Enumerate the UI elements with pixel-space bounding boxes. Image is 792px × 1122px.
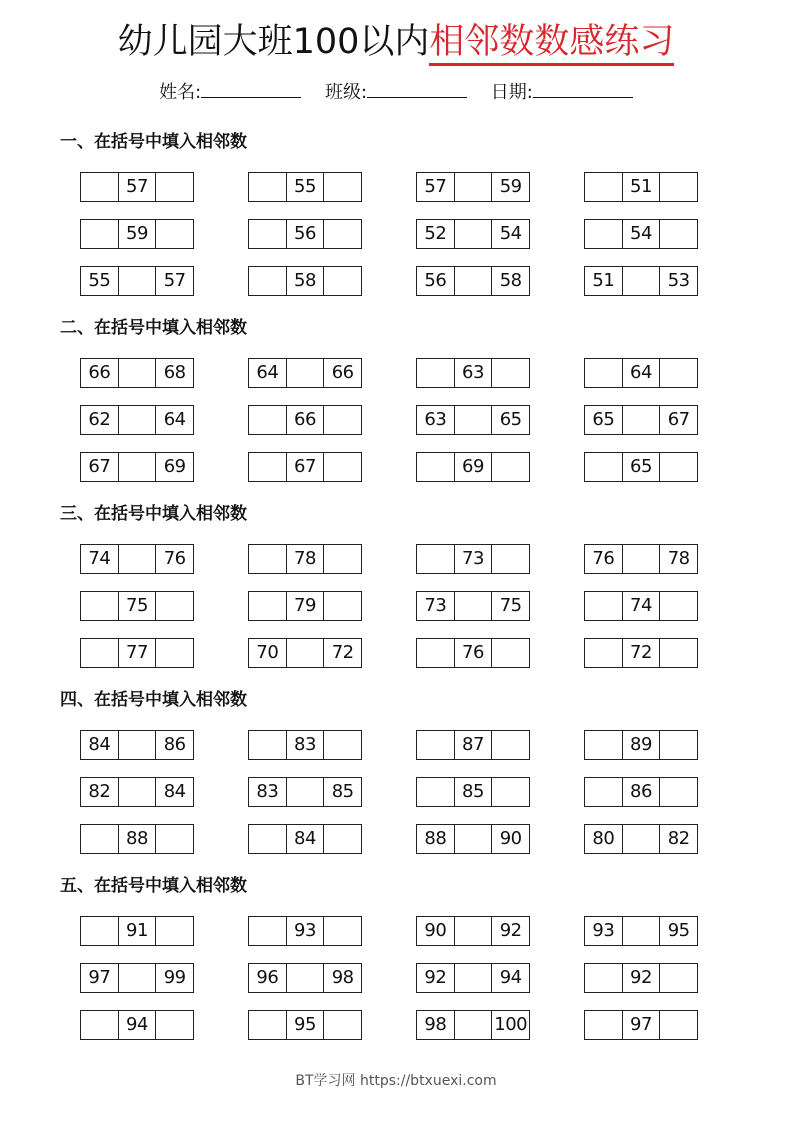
answer-blank[interactable] bbox=[660, 778, 697, 806]
answer-blank[interactable] bbox=[249, 1011, 287, 1039]
given-number: 85 bbox=[455, 778, 493, 806]
given-number: 69 bbox=[163, 456, 186, 477]
answer-blank[interactable] bbox=[455, 267, 493, 295]
answer-blank[interactable] bbox=[81, 220, 119, 248]
answer-blank[interactable] bbox=[623, 825, 661, 853]
page-title bbox=[0, 14, 792, 70]
number-triple bbox=[416, 777, 530, 807]
number-triple bbox=[584, 591, 698, 621]
given-number: 53 bbox=[667, 270, 690, 291]
number-triple bbox=[416, 358, 530, 388]
given-number: 54 bbox=[623, 220, 661, 248]
number-triple bbox=[416, 544, 530, 574]
number-triple bbox=[248, 1010, 362, 1040]
given-number: 94 bbox=[499, 967, 522, 988]
given-number: 55 bbox=[287, 173, 325, 201]
given-number: 83 bbox=[249, 778, 287, 806]
given-number: 51 bbox=[585, 267, 623, 295]
number-triple bbox=[248, 452, 362, 482]
answer-blank[interactable] bbox=[417, 639, 455, 667]
given-number: 55 bbox=[81, 267, 119, 295]
given-number: 66 bbox=[331, 362, 354, 383]
given-number: 88 bbox=[119, 825, 157, 853]
answer-blank[interactable] bbox=[324, 731, 361, 759]
answer-blank[interactable] bbox=[81, 639, 119, 667]
date-field bbox=[491, 80, 633, 106]
answer-blank[interactable] bbox=[287, 359, 325, 387]
number-triple bbox=[584, 358, 698, 388]
number-triple bbox=[80, 916, 194, 946]
given-number: 57 bbox=[163, 270, 186, 291]
class-label: 班级: bbox=[324, 82, 368, 103]
given-number: 63 bbox=[455, 359, 493, 387]
number-triple bbox=[416, 219, 530, 249]
answer-blank[interactable] bbox=[249, 731, 287, 759]
answer-blank[interactable] bbox=[455, 917, 493, 945]
number-triple bbox=[80, 219, 194, 249]
answer-blank[interactable] bbox=[455, 406, 493, 434]
given-number: 73 bbox=[455, 545, 493, 573]
given-number: 82 bbox=[667, 828, 690, 849]
number-triple bbox=[416, 405, 530, 435]
number-triple bbox=[416, 638, 530, 668]
number-triple bbox=[248, 266, 362, 296]
answer-blank[interactable] bbox=[249, 917, 287, 945]
number-triple bbox=[248, 172, 362, 202]
given-number: 64 bbox=[623, 359, 661, 387]
number-triple bbox=[416, 916, 530, 946]
number-triple bbox=[248, 824, 362, 854]
given-number: 94 bbox=[119, 1011, 157, 1039]
title-main: 幼儿园大班100以内 bbox=[117, 22, 430, 62]
number-triple bbox=[80, 358, 194, 388]
answer-blank[interactable] bbox=[623, 267, 661, 295]
given-number: 64 bbox=[163, 409, 186, 430]
given-number: 90 bbox=[499, 828, 522, 849]
answer-blank[interactable] bbox=[585, 731, 623, 759]
number-triple bbox=[80, 1010, 194, 1040]
given-number: 88 bbox=[417, 825, 455, 853]
answer-blank[interactable] bbox=[324, 592, 361, 620]
answer-blank[interactable] bbox=[585, 220, 623, 248]
given-number: 59 bbox=[119, 220, 157, 248]
given-number: 59 bbox=[499, 176, 522, 197]
answer-blank[interactable] bbox=[81, 173, 119, 201]
answer-blank[interactable] bbox=[455, 173, 493, 201]
given-number: 91 bbox=[119, 917, 157, 945]
given-number: 58 bbox=[499, 270, 522, 291]
class-blank bbox=[367, 80, 467, 98]
answer-blank[interactable] bbox=[324, 267, 361, 295]
footer-watermark: BT学习网 https://btxuexi.com bbox=[295, 1073, 497, 1089]
answer-blank[interactable] bbox=[324, 406, 361, 434]
answer-blank[interactable] bbox=[119, 545, 157, 573]
number-triple bbox=[584, 452, 698, 482]
number-triple bbox=[248, 358, 362, 388]
answer-blank[interactable] bbox=[249, 220, 287, 248]
number-triple bbox=[80, 452, 194, 482]
number-triple bbox=[248, 916, 362, 946]
answer-blank[interactable] bbox=[492, 778, 529, 806]
answer-blank[interactable] bbox=[119, 964, 157, 992]
given-number: 95 bbox=[667, 920, 690, 941]
given-number: 58 bbox=[287, 267, 325, 295]
answer-blank[interactable] bbox=[324, 545, 361, 573]
given-number: 68 bbox=[163, 362, 186, 383]
answer-blank[interactable] bbox=[417, 731, 455, 759]
answer-blank[interactable] bbox=[324, 825, 361, 853]
given-number: 75 bbox=[119, 592, 157, 620]
answer-blank[interactable] bbox=[585, 359, 623, 387]
given-number: 78 bbox=[667, 548, 690, 569]
number-triple bbox=[80, 405, 194, 435]
answer-blank[interactable] bbox=[585, 453, 623, 481]
section-title: 四、在括号中填入相邻数 bbox=[60, 690, 247, 710]
answer-blank[interactable] bbox=[623, 545, 661, 573]
answer-blank[interactable] bbox=[660, 639, 697, 667]
answer-blank[interactable] bbox=[660, 592, 697, 620]
number-triple bbox=[248, 591, 362, 621]
answer-blank[interactable] bbox=[492, 453, 529, 481]
answer-blank[interactable] bbox=[492, 731, 529, 759]
number-triple bbox=[248, 405, 362, 435]
number-triple bbox=[416, 266, 530, 296]
name-blank bbox=[201, 80, 301, 98]
given-number: 57 bbox=[119, 173, 157, 201]
given-number: 92 bbox=[623, 964, 661, 992]
answer-blank[interactable] bbox=[119, 359, 157, 387]
given-number: 90 bbox=[417, 917, 455, 945]
given-number: 86 bbox=[163, 734, 186, 755]
number-triple bbox=[584, 544, 698, 574]
answer-blank[interactable] bbox=[417, 453, 455, 481]
number-triple bbox=[584, 916, 698, 946]
title-highlight: 相邻数数感练习 bbox=[429, 22, 674, 66]
given-number: 74 bbox=[81, 545, 119, 573]
section-title: 五、在括号中填入相邻数 bbox=[60, 876, 247, 896]
date-blank bbox=[533, 80, 633, 98]
answer-blank[interactable] bbox=[156, 220, 193, 248]
answer-blank[interactable] bbox=[660, 964, 697, 992]
given-number: 99 bbox=[163, 967, 186, 988]
given-number: 97 bbox=[81, 964, 119, 992]
answer-blank[interactable] bbox=[660, 453, 697, 481]
given-number: 72 bbox=[623, 639, 661, 667]
given-number: 67 bbox=[81, 453, 119, 481]
answer-blank[interactable] bbox=[324, 453, 361, 481]
answer-blank[interactable] bbox=[324, 1011, 361, 1039]
section-title: 二、在括号中填入相邻数 bbox=[60, 318, 247, 338]
given-number: 73 bbox=[417, 592, 455, 620]
number-triple bbox=[584, 219, 698, 249]
given-number: 98 bbox=[331, 967, 354, 988]
answer-blank[interactable] bbox=[287, 639, 325, 667]
answer-blank[interactable] bbox=[623, 917, 661, 945]
student-info bbox=[0, 80, 792, 106]
section-title: 三、在括号中填入相邻数 bbox=[60, 504, 247, 524]
number-triple bbox=[248, 638, 362, 668]
number-triple bbox=[80, 963, 194, 993]
answer-blank[interactable] bbox=[660, 173, 697, 201]
given-number: 65 bbox=[623, 453, 661, 481]
answer-blank[interactable] bbox=[119, 778, 157, 806]
answer-blank[interactable] bbox=[249, 825, 287, 853]
given-number: 93 bbox=[287, 917, 325, 945]
given-number: 63 bbox=[417, 406, 455, 434]
given-number: 72 bbox=[331, 642, 354, 663]
given-number: 76 bbox=[585, 545, 623, 573]
given-number: 52 bbox=[417, 220, 455, 248]
answer-blank[interactable] bbox=[249, 173, 287, 201]
answer-blank[interactable] bbox=[585, 592, 623, 620]
answer-blank[interactable] bbox=[156, 639, 193, 667]
given-number: 82 bbox=[81, 778, 119, 806]
answer-blank[interactable] bbox=[585, 778, 623, 806]
number-triple bbox=[584, 963, 698, 993]
number-triple bbox=[80, 730, 194, 760]
number-triple bbox=[80, 591, 194, 621]
answer-blank[interactable] bbox=[455, 592, 493, 620]
given-number: 93 bbox=[585, 917, 623, 945]
given-number: 57 bbox=[417, 173, 455, 201]
given-number: 85 bbox=[331, 781, 354, 802]
given-number: 62 bbox=[81, 406, 119, 434]
given-number: 92 bbox=[499, 920, 522, 941]
given-number: 83 bbox=[287, 731, 325, 759]
number-triple bbox=[80, 172, 194, 202]
name-label: 姓名: bbox=[159, 82, 202, 103]
date-label: 日期: bbox=[490, 82, 533, 103]
given-number: 92 bbox=[417, 964, 455, 992]
number-triple bbox=[416, 963, 530, 993]
answer-blank[interactable] bbox=[156, 917, 193, 945]
given-number: 64 bbox=[249, 359, 287, 387]
number-triple bbox=[80, 266, 194, 296]
number-triple bbox=[584, 405, 698, 435]
given-number: 56 bbox=[287, 220, 325, 248]
given-number: 56 bbox=[417, 267, 455, 295]
number-triple bbox=[80, 638, 194, 668]
answer-blank[interactable] bbox=[455, 964, 493, 992]
given-number: 79 bbox=[287, 592, 325, 620]
answer-blank[interactable] bbox=[417, 359, 455, 387]
given-number: 70 bbox=[249, 639, 287, 667]
number-triple bbox=[80, 544, 194, 574]
number-triple bbox=[416, 452, 530, 482]
given-number: 76 bbox=[455, 639, 493, 667]
answer-blank[interactable] bbox=[324, 173, 361, 201]
number-triple bbox=[584, 172, 698, 202]
answer-blank[interactable] bbox=[156, 825, 193, 853]
given-number: 98 bbox=[417, 1011, 455, 1039]
given-number: 78 bbox=[287, 545, 325, 573]
answer-blank[interactable] bbox=[492, 639, 529, 667]
answer-blank[interactable] bbox=[81, 825, 119, 853]
answer-blank[interactable] bbox=[623, 406, 661, 434]
answer-blank[interactable] bbox=[417, 545, 455, 573]
answer-blank[interactable] bbox=[81, 1011, 119, 1039]
given-number: 84 bbox=[81, 731, 119, 759]
answer-blank[interactable] bbox=[455, 220, 493, 248]
given-number: 66 bbox=[287, 406, 325, 434]
number-triple bbox=[80, 824, 194, 854]
answer-blank[interactable] bbox=[81, 592, 119, 620]
number-triple bbox=[584, 1010, 698, 1040]
answer-blank[interactable] bbox=[249, 592, 287, 620]
answer-blank[interactable] bbox=[492, 545, 529, 573]
number-triple bbox=[248, 730, 362, 760]
number-triple bbox=[248, 219, 362, 249]
number-triple bbox=[416, 591, 530, 621]
number-triple bbox=[584, 777, 698, 807]
answer-blank[interactable] bbox=[119, 406, 157, 434]
answer-blank[interactable] bbox=[324, 917, 361, 945]
given-number: 66 bbox=[81, 359, 119, 387]
answer-blank[interactable] bbox=[660, 359, 697, 387]
answer-blank[interactable] bbox=[156, 173, 193, 201]
answer-blank[interactable] bbox=[492, 359, 529, 387]
given-number: 89 bbox=[623, 731, 661, 759]
number-triple bbox=[416, 1010, 530, 1040]
answer-blank[interactable] bbox=[119, 453, 157, 481]
number-triple bbox=[248, 777, 362, 807]
given-number: 86 bbox=[623, 778, 661, 806]
number-triple bbox=[584, 824, 698, 854]
number-triple bbox=[416, 172, 530, 202]
answer-blank[interactable] bbox=[585, 173, 623, 201]
number-triple bbox=[80, 777, 194, 807]
name-field bbox=[159, 80, 301, 106]
given-number: 67 bbox=[287, 453, 325, 481]
section-title: 一、在括号中填入相邻数 bbox=[60, 132, 247, 152]
answer-blank[interactable] bbox=[249, 545, 287, 573]
answer-blank[interactable] bbox=[324, 220, 361, 248]
given-number: 75 bbox=[499, 595, 522, 616]
given-number: 95 bbox=[287, 1011, 325, 1039]
number-triple bbox=[584, 638, 698, 668]
answer-blank[interactable] bbox=[249, 406, 287, 434]
given-number: 77 bbox=[119, 639, 157, 667]
answer-blank[interactable] bbox=[455, 1011, 493, 1039]
answer-blank[interactable] bbox=[660, 731, 697, 759]
class-field bbox=[325, 80, 467, 106]
answer-blank[interactable] bbox=[156, 592, 193, 620]
given-number: 74 bbox=[623, 592, 661, 620]
answer-blank[interactable] bbox=[249, 453, 287, 481]
number-triple bbox=[248, 544, 362, 574]
answer-blank[interactable] bbox=[585, 1011, 623, 1039]
answer-blank[interactable] bbox=[287, 964, 325, 992]
given-number: 65 bbox=[585, 406, 623, 434]
answer-blank[interactable] bbox=[455, 825, 493, 853]
answer-blank[interactable] bbox=[660, 220, 697, 248]
number-triple bbox=[248, 963, 362, 993]
given-number: 76 bbox=[163, 548, 186, 569]
number-triple bbox=[584, 730, 698, 760]
given-number: 100 bbox=[494, 1014, 528, 1035]
answer-blank[interactable] bbox=[660, 1011, 697, 1039]
answer-blank[interactable] bbox=[119, 731, 157, 759]
answer-blank[interactable] bbox=[585, 639, 623, 667]
answer-blank[interactable] bbox=[81, 917, 119, 945]
given-number: 96 bbox=[249, 964, 287, 992]
given-number: 84 bbox=[287, 825, 325, 853]
number-triple bbox=[416, 824, 530, 854]
given-number: 84 bbox=[163, 781, 186, 802]
number-triple bbox=[584, 266, 698, 296]
given-number: 65 bbox=[499, 409, 522, 430]
given-number: 87 bbox=[455, 731, 493, 759]
given-number: 54 bbox=[499, 223, 522, 244]
given-number: 67 bbox=[667, 409, 690, 430]
answer-blank[interactable] bbox=[585, 964, 623, 992]
given-number: 80 bbox=[585, 825, 623, 853]
given-number: 69 bbox=[455, 453, 493, 481]
answer-blank[interactable] bbox=[249, 267, 287, 295]
answer-blank[interactable] bbox=[287, 778, 325, 806]
given-number: 97 bbox=[623, 1011, 661, 1039]
answer-blank[interactable] bbox=[417, 778, 455, 806]
answer-blank[interactable] bbox=[156, 1011, 193, 1039]
number-triple bbox=[416, 730, 530, 760]
given-number: 51 bbox=[623, 173, 661, 201]
answer-blank[interactable] bbox=[119, 267, 157, 295]
